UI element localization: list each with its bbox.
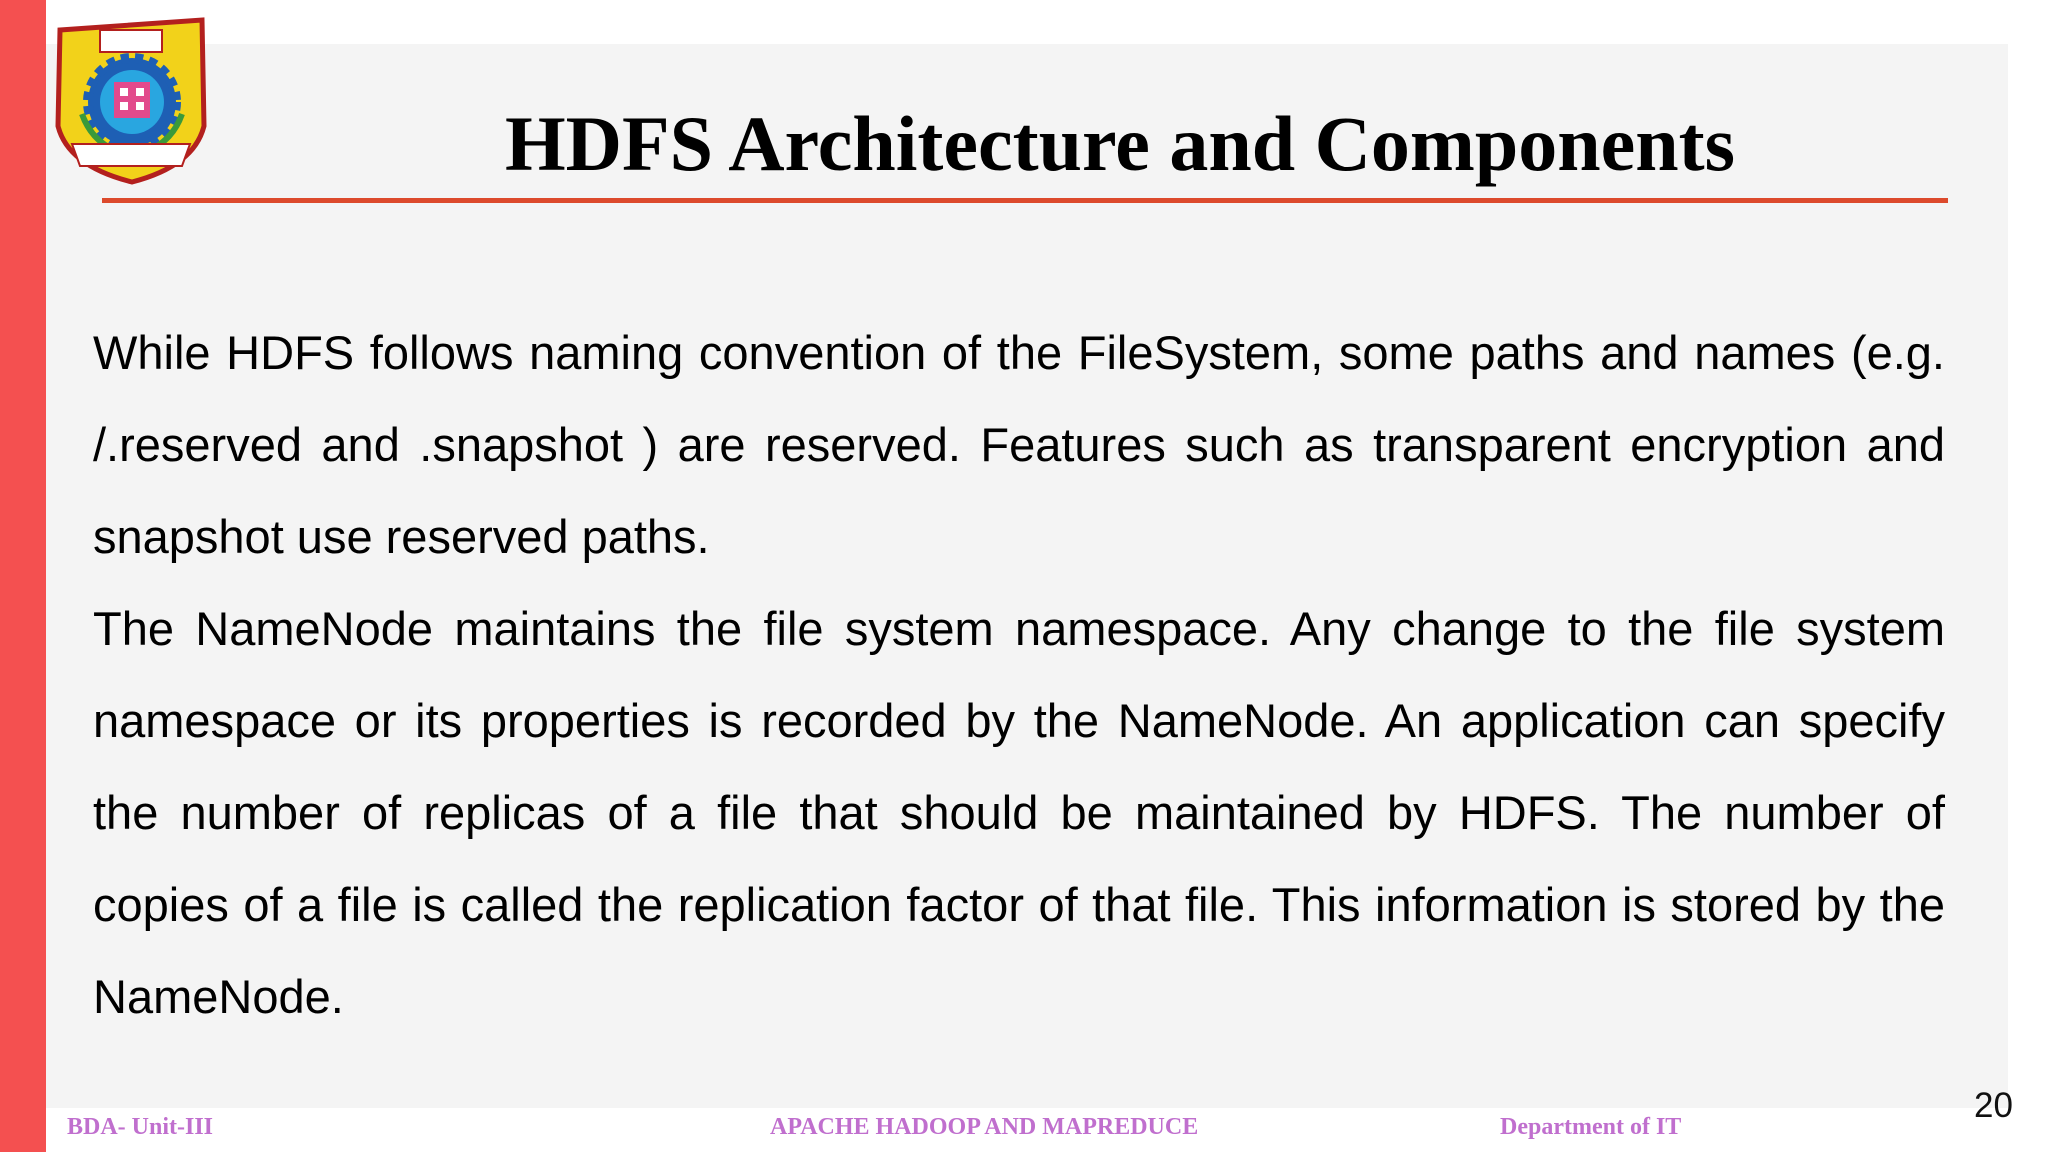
slide-title: HDFS Architecture and Components (505, 100, 1735, 187)
footer-department: Department of IT (1500, 1114, 1682, 1140)
body-paragraph-reserved-paths: While HDFS follows naming convention of the FileSystem, some paths and names (e.g. /.reserved and .snapshot ) are reserved. Features such as transparent encryption and snapshot use reserved paths. (93, 326, 1945, 563)
page-number: 20 (1974, 1086, 2013, 1125)
footer-course-title: APACHE HADOOP AND MAPREDUCE (770, 1114, 1199, 1140)
body-paragraph-namenode: The NameNode maintains the file system namespace. Any change to the file system namespace or its properties is recorded by the NameNode. An application can specify the number of replicas of a file that should be maintained by HDFS. The number of copies of a file is called the replication factor of that file. This information is stored by the NameNode. (93, 602, 1945, 1023)
footer-unit-label: BDA- Unit-III (67, 1114, 214, 1140)
left-accent-bar (0, 0, 46, 1152)
title-underline (102, 198, 1948, 203)
college-logo-icon (54, 16, 208, 186)
slide-body (93, 307, 1945, 1043)
